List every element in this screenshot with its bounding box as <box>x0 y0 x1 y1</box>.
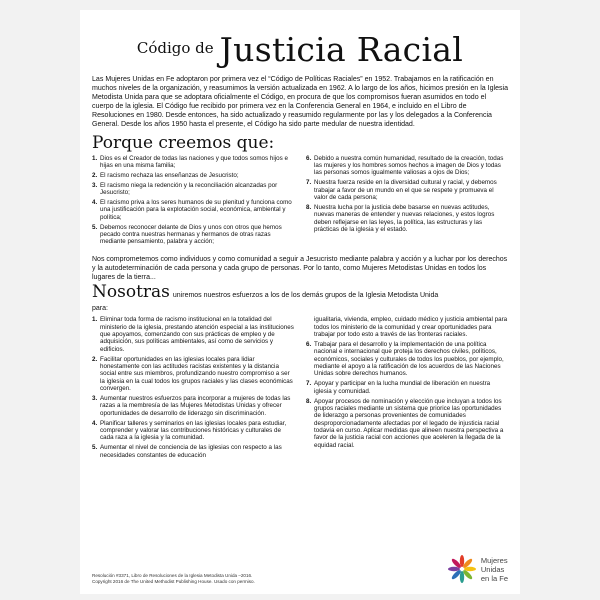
list-item <box>306 380 508 395</box>
list-item-number: 4. <box>92 199 98 207</box>
footer-copyright: Copyright 2016 de The United Methodist Publishing House. Usado con permiso. <box>92 579 255 584</box>
list-item <box>306 179 508 201</box>
list-item-number: 6. <box>306 154 312 162</box>
list-item-number: 8. <box>306 397 312 405</box>
logo-line-3: en la Fe <box>480 573 508 583</box>
porque-heading: Porque creemos que: <box>92 132 275 153</box>
logo-line-2: Unidas <box>480 564 505 574</box>
list-item <box>92 199 294 221</box>
commitment-paragraph: Nos comprometemos como individuos y como comunidad a seguir a Jesucristo mediante palabra y acción y a luchar por los derechos y la autodeterminación de cada persona y cada grupo de personas. Por lo tanto, como Mujeres Metodistas Unidas en todos los lugares de la tierra... <box>92 256 508 282</box>
nosotras-right-column <box>306 316 508 461</box>
list-item-number: 5. <box>92 223 98 231</box>
list-item-number: 2. <box>92 355 98 363</box>
document-title <box>92 30 508 69</box>
umw-logo <box>447 554 508 584</box>
list-item <box>306 398 508 449</box>
list-item-text: El racismo niega la redención y la reconciliación alcanzadas por Jesucristo; <box>100 181 278 197</box>
list-item <box>92 444 294 459</box>
list-item-text: Apoyar procesos de nominación y elección que incluyan a todos los grupos raciales mediante un sistema que priorice las oportunidades de liderazgo a personas provenientes de comunidades desproporcionadamente afectadas por el legado de injusticia racial todavía en curso. Aplicar medidas que alineen nuestra perspectiva a favor de la justicia racial con acciones que aceleren la llegada de la equidad racial. <box>314 397 504 449</box>
list-item-text: Facilitar oportunidades en las iglesias locales para lidiar honestamente con las actitudes racistas existentes y la distancia social entre sus miembros, profundizando nuestro compromiso a ser la iglesia en la cual todos los grupos raciales y las clases económicas convergen. <box>100 355 293 392</box>
flower-logo-icon <box>447 554 477 584</box>
list-item-text: Apoyar y participar en la lucha mundial de liberación en nuestra iglesia y comunidad. <box>314 380 491 395</box>
list-item-text: Nuestra lucha por la justicia debe basarse en nuevas actitudes, nuevas maneras de entender y nuevas relaciones, y estos logros deben reflejarse en las leyes, la política, las estructuras y las prácticas de la iglesia y el estado. <box>314 203 495 233</box>
list-item-text: Aumentar el nivel de conciencia de las iglesias con respecto a las necesidades constantes de educación <box>100 444 282 459</box>
title-big: Justicia Racial <box>219 30 464 69</box>
nosotras-heading-tail: uniremos nuestros esfuerzos a los de los demás grupos de la Iglesia Metodista Unida <box>172 292 439 300</box>
list-item-text: El racismo priva a los seres humanos de su plenitud y funciona como una justificación para la explotación social, económica, ambiental y política; <box>100 199 292 221</box>
list-item-number: 5. <box>92 444 98 452</box>
list-item-number: 7. <box>306 179 312 187</box>
nosotras-right-list <box>306 341 508 449</box>
list-item-number: 7. <box>306 380 312 388</box>
nosotras-list <box>92 316 508 461</box>
list-item-text: Nuestra fuerza reside en la diversidad cultural y racial, y debemos trabajar a favor de un mundo en el que se respete y promueva el valor de cada persona; <box>314 179 497 201</box>
list-item-text: Debido a nuestra común humanidad, resultado de la creación, todas las mujeres y los hombres somos hechos a imagen de Dios y todas las personas somos igualmente valiosas a ojos de Dios; <box>314 154 504 177</box>
title-small: Código de <box>136 39 214 57</box>
intro-paragraph: Las Mujeres Unidas en Fe adoptaron por primera vez el “Código de Políticas Raciales” en 1952. Trabajamos en la ratificación en muchos niveles de la organización, y reasumimos la versión actualizada en 1962. A lo largo de los años, hicimos presión en la Iglesia Metodista Unida para que se adoptara oficialmente el Código, en procura de que los compromisos fueran asumidos en todo el cuerpo de la iglesia. El Código fue recibido por primera vez en la Conferencia General en 1964, e incluido en el Libro de Resoluciones en 1980. Desde entonces, ha sido actualizado y reasumido regularmente por las y los delegados a la Conferencia General. Desde los años 1950 hasta el presente, el Código ha sido parte medular de nuestra identidad. <box>92 76 509 129</box>
list-item <box>92 182 294 197</box>
list-item-number: 1. <box>92 316 98 324</box>
list-item <box>306 204 508 233</box>
footer-resolution: Resolución #3371, Libro de Resoluciones de la Iglesia Metodista Unida –2016. <box>92 573 253 578</box>
code-document <box>80 10 520 594</box>
list-item <box>306 341 508 378</box>
list-item <box>92 316 294 353</box>
porque-right-column <box>306 155 508 249</box>
list-item-text: Debemos reconocer delante de Dios y unos con otros que hemos pecado contra nuestras hermanas y hermanos de otras razas mediante pensamiento, palabra y acción; <box>100 223 282 246</box>
list-item-text: Trabajar para el desarrollo y la implementación de una política nacional e internacional que proteja los derechos civiles, políticos, económicos, sociales y culturales de todos los pueblos, por ejemplo, mediante el apoyo a la ratificación de los acuerdos de las Naciones Unidas sobre derechos humanos. <box>314 340 504 378</box>
nosotras-heading-row <box>92 282 508 303</box>
list-item-number: 4. <box>92 419 98 427</box>
list-item-text: El racismo rechaza las enseñanzas de Jesucristo; <box>100 171 239 179</box>
list-item-number: 6. <box>306 340 312 348</box>
nosotras-left-column <box>92 316 294 461</box>
list-item-text: Dios es el Creador de todas las naciones y que todos somos hijos e hijas en una misma familia; <box>100 154 288 169</box>
list-item <box>92 395 294 417</box>
list-item-number: 8. <box>306 203 312 211</box>
list-item-number: 3. <box>92 181 98 189</box>
list-item-continuation: igualitaria, vivienda, empleo, cuidado médico y justicia ambiental para todos los ministerio de la comunidad y crear oportunidades para trabajar por todo esto a través de las fronteras raciales. <box>314 316 508 338</box>
list-item-text: Aumentar nuestros esfuerzos para incorporar a mujeres de todas las razas a la membresía de las Mujeres Metodistas Unidas y ofrecer oportunidades de desarrollo de liderazgo sin discriminación. <box>100 394 291 417</box>
list-item <box>92 155 294 170</box>
logo-line-1: Mujeres <box>480 555 508 565</box>
list-item-text: Planificar talleres y seminarios en las iglesias locales para estudiar, comprender y valorar las contribuciones históricas y culturales de cada raza a la iglesia y la comunidad. <box>100 419 287 442</box>
nosotras-heading-cont: para: <box>92 305 108 313</box>
list-item-text: Eliminar toda forma de racismo institucional en la totalidad del ministerio de la iglesia, prestando atención especial a las instituciones que apoyamos, comenzando con sus prácticas de empleo y de adquisición, sus políticas ambientales, así como de servicios y edificios. <box>100 316 294 353</box>
nosotras-heading: Nosotras <box>92 282 170 303</box>
porque-left-column <box>92 155 294 249</box>
list-item <box>92 356 294 393</box>
porque-list <box>92 155 508 249</box>
logo-text <box>481 556 508 583</box>
list-item <box>306 155 508 177</box>
list-item <box>92 224 294 246</box>
list-item-number: 2. <box>92 171 98 179</box>
list-item-number: 1. <box>92 154 98 162</box>
list-item <box>92 420 294 442</box>
footer-credits <box>92 573 255 585</box>
list-item <box>92 172 294 179</box>
list-item-number: 3. <box>92 394 98 402</box>
